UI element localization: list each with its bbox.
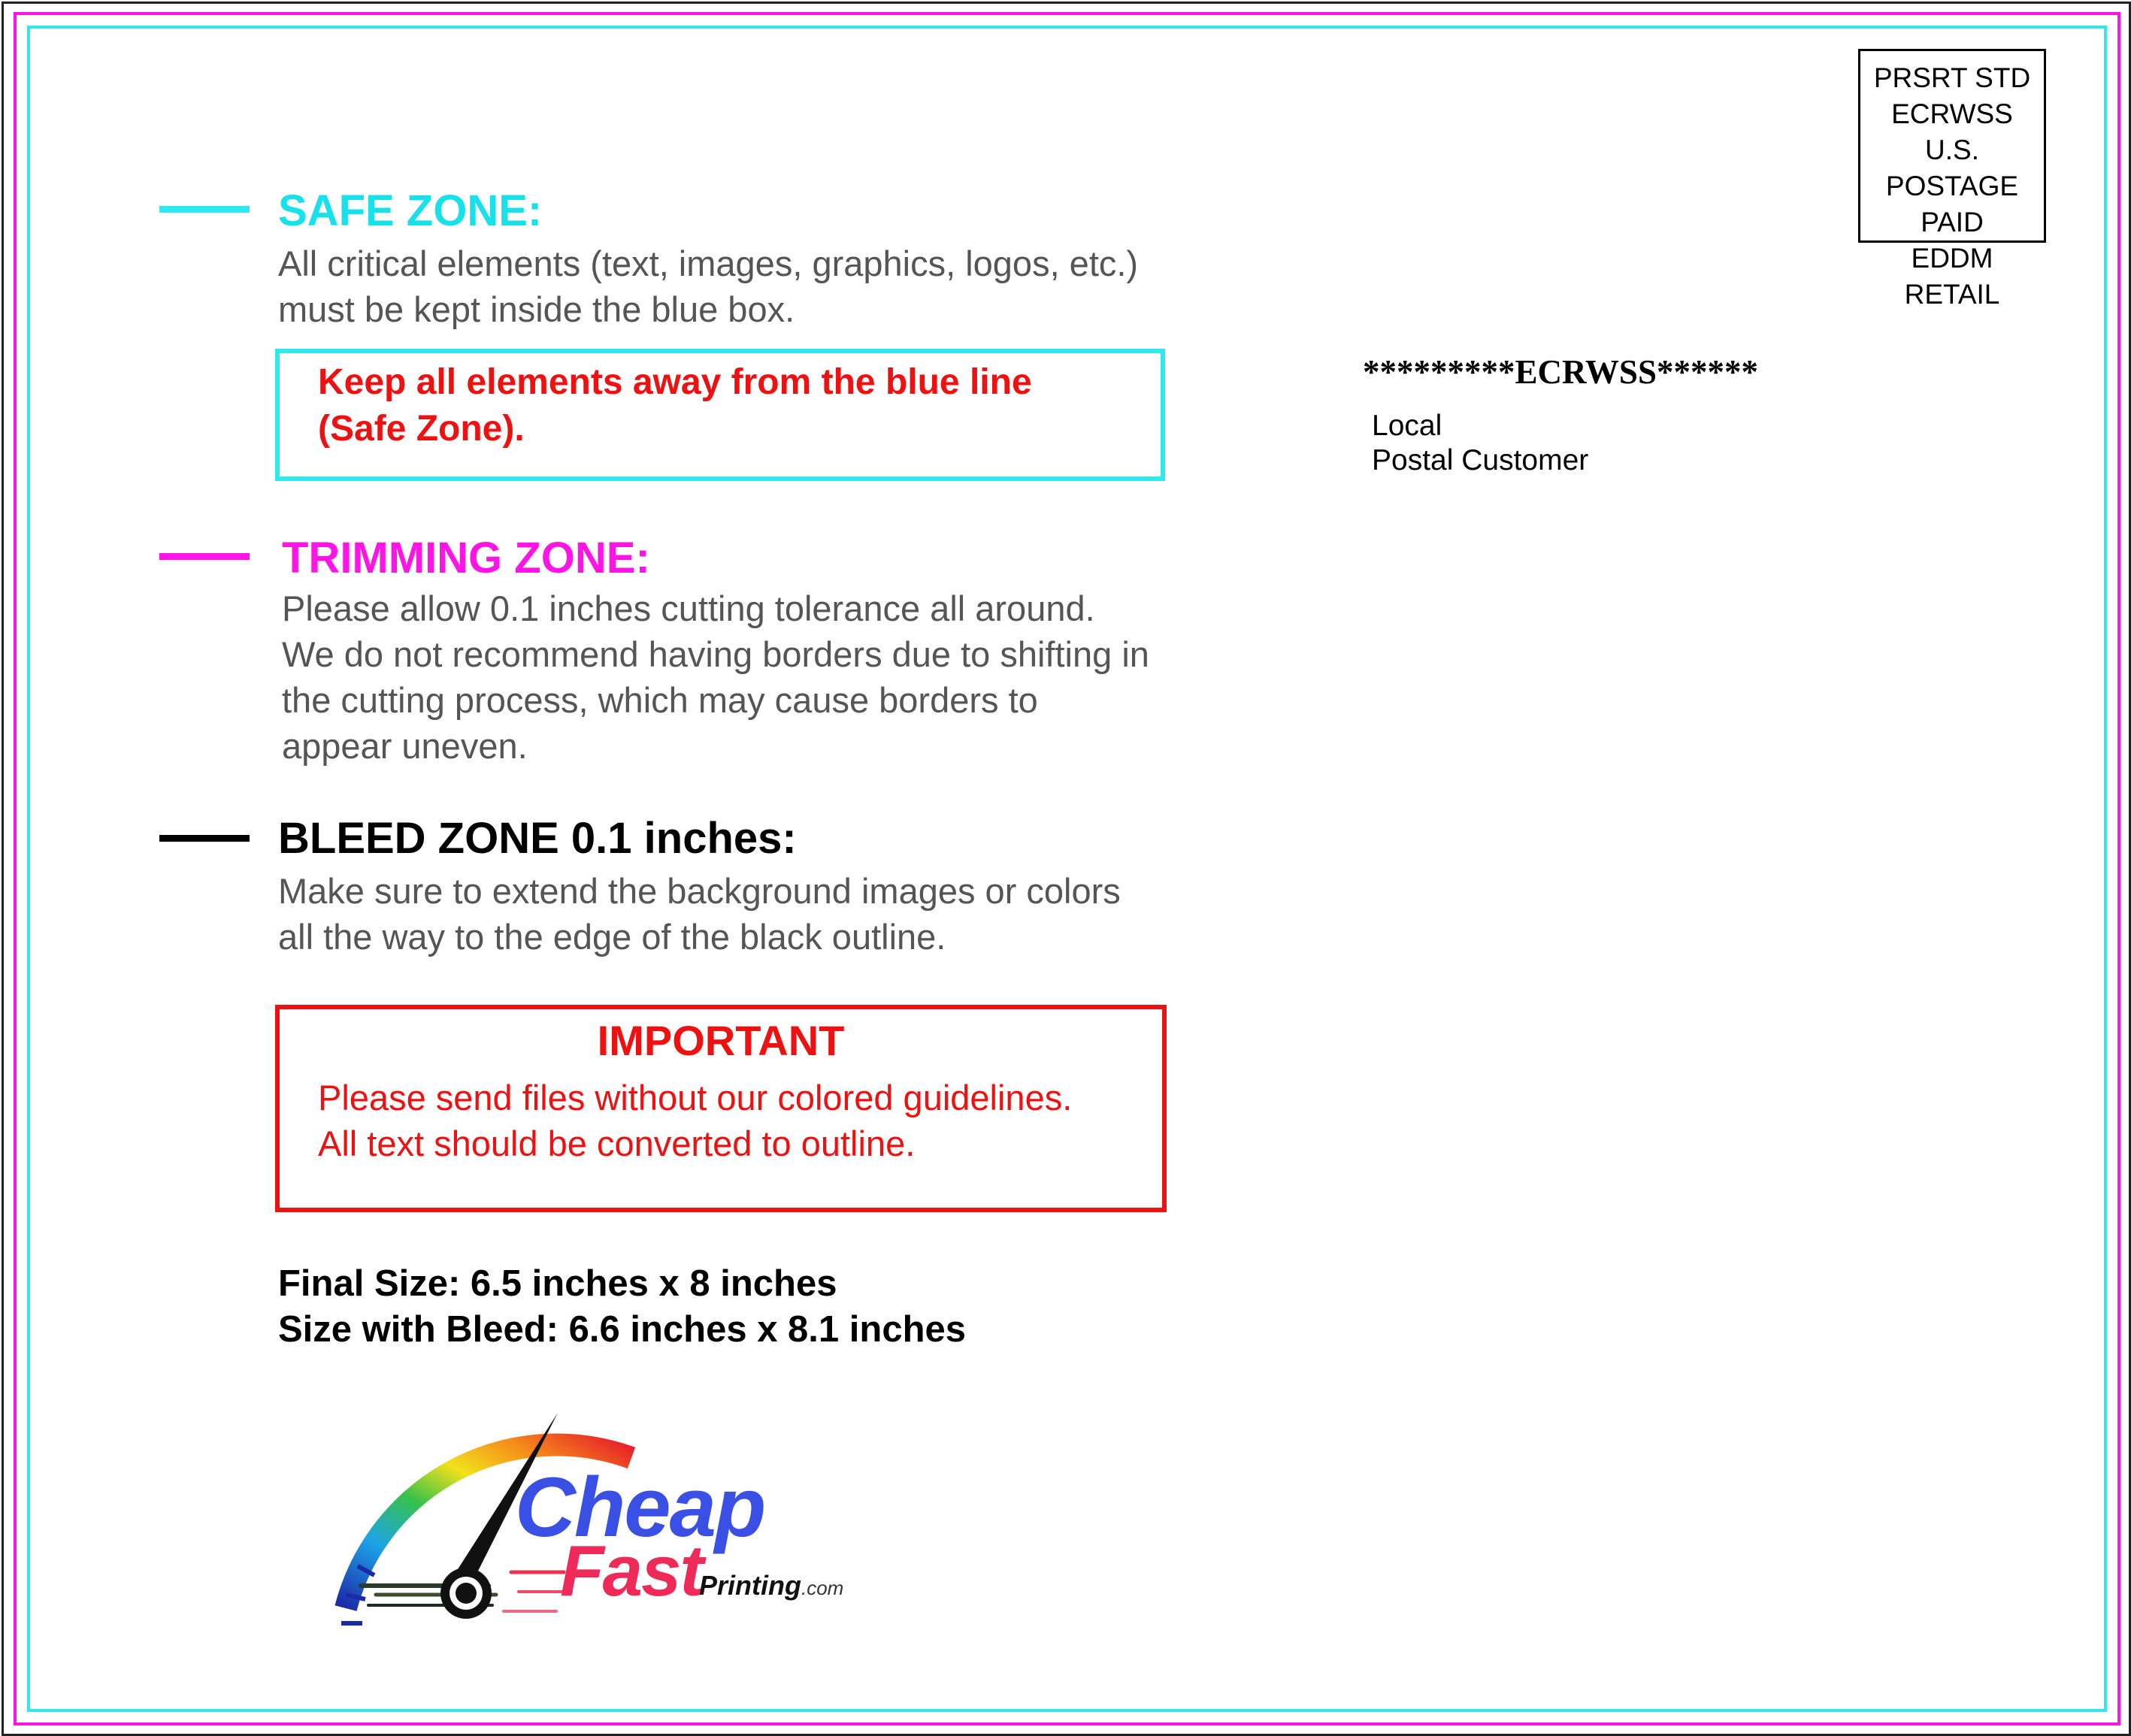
trim-line-2: We do not recommend having borders due to shifting in <box>282 634 1149 674</box>
warning-line-2: (Safe Zone). <box>318 409 525 449</box>
trimming-zone-swatch <box>159 553 250 560</box>
trim-line-1: Please allow 0.1 inches cutting tolerance all around. <box>282 588 1095 628</box>
postage-indicia <box>1858 49 2046 310</box>
important-line-1: Please send files without our colored guidelines. <box>318 1078 1073 1118</box>
safe-zone-warning-text <box>318 359 1032 452</box>
important-line-2: All text should be converted to outline. <box>318 1124 916 1163</box>
indicia-line-2: ECRWSS <box>1891 98 2013 129</box>
logo-word-cheap: Cheap <box>515 1460 765 1554</box>
size-info <box>278 1261 966 1353</box>
bleed-line-2: all the way to the edge of the black outline. <box>278 917 946 957</box>
warning-line-1: Keep all elements away from the blue line <box>318 362 1032 402</box>
trimming-zone-description <box>282 585 1149 769</box>
important-text <box>318 1075 1072 1166</box>
trim-line-3: the cutting process, which may cause borders to <box>282 680 1038 720</box>
important-title: IMPORTANT <box>597 1017 845 1064</box>
logo-word-printing <box>699 1571 843 1603</box>
indicia-line-1: PRSRT STD <box>1873 62 2031 93</box>
bleed-zone-swatch <box>159 835 250 842</box>
bleed-zone-description <box>278 868 1121 960</box>
bleed-line-1: Make sure to extend the background images or colors <box>278 871 1121 911</box>
size-with-bleed: Size with Bleed: 6.6 inches x 8.1 inches <box>278 1309 967 1350</box>
logo-printing-text: Printing <box>699 1570 801 1601</box>
indicia-line-3: U.S. POSTAGE <box>1885 135 2019 201</box>
logo-word-fast: Fast <box>560 1531 703 1611</box>
safe-zone-line-1: All critical elements (text, images, graphics, logos, etc.) <box>278 243 1139 283</box>
trimming-zone-heading: TRIMMING ZONE: <box>282 534 650 582</box>
recipient-address <box>1372 409 1588 478</box>
logo-dotcom-text: .com <box>801 1577 844 1599</box>
safe-zone-description <box>278 240 1138 332</box>
final-size: Final Size: 6.5 inches x 8 inches <box>278 1263 837 1304</box>
bleed-zone-heading: BLEED ZONE 0.1 inches: <box>278 814 797 863</box>
address-line-1: Local <box>1372 410 1442 442</box>
safe-zone-line-2: must be kept inside the blue box. <box>278 289 795 329</box>
indicia-line-5: EDDM RETAIL <box>1904 243 2000 310</box>
indicia-line-4: PAID <box>1921 207 1984 237</box>
address-line-2: Postal Customer <box>1372 444 1589 476</box>
safe-zone-swatch <box>159 206 250 213</box>
safe-zone-heading: SAFE ZONE: <box>278 186 543 235</box>
trim-line-4: appear uneven. <box>282 726 528 766</box>
ecrwss-line: *********ECRWSS****** <box>1363 353 1758 391</box>
